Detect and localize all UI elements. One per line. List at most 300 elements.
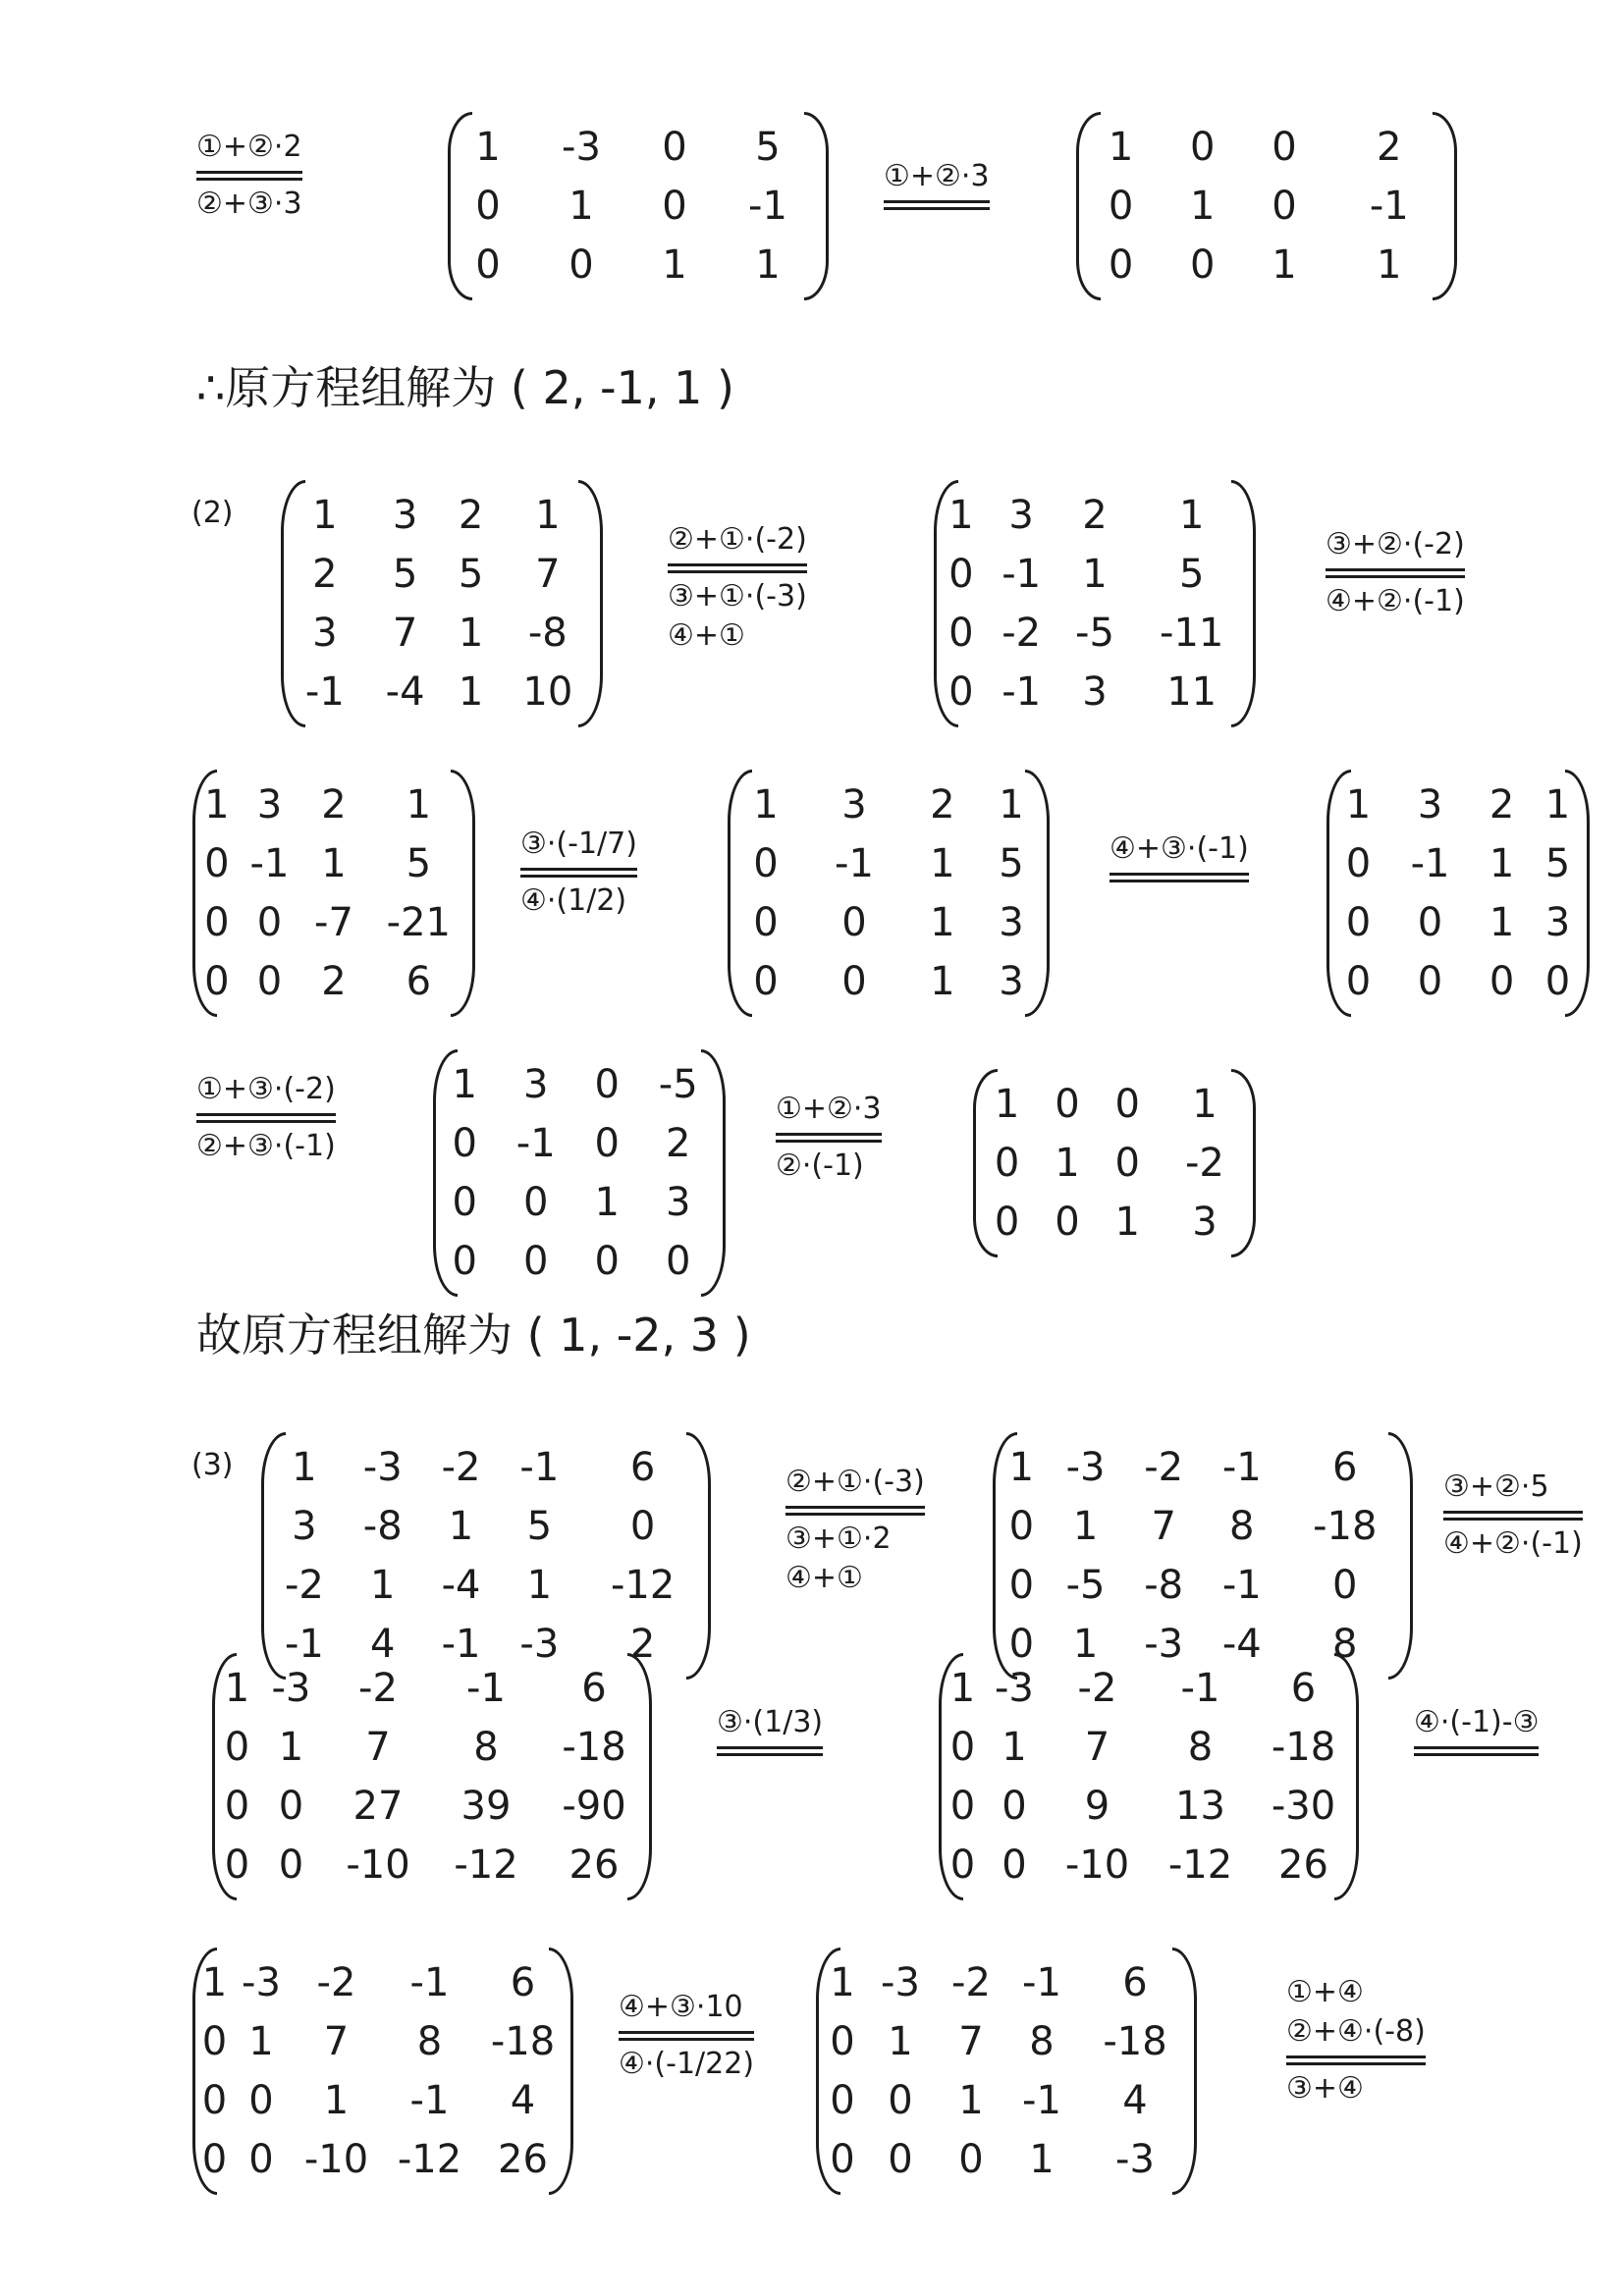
matrix-row: [1330, 775, 1586, 834]
matrix-row: [216, 1659, 648, 1718]
matrix-entry: 0: [452, 1121, 477, 1166]
matrix-entry: 1: [662, 242, 687, 288]
matrix-entry: -2: [1144, 1445, 1184, 1490]
matrix-entry: 5: [1544, 841, 1571, 886]
matrix-entry: 7: [1151, 1504, 1176, 1549]
matrix-entry: 2: [321, 959, 347, 1004]
row-op-line: ①+②·3: [776, 1092, 882, 1126]
matrix-entry: -3: [881, 1960, 920, 2005]
matrix-entry: 0: [523, 1180, 549, 1225]
matrix-entry: 1: [930, 900, 955, 945]
matrix-entry: -2: [1185, 1141, 1224, 1186]
matrix-entry: 1: [535, 493, 561, 538]
matrix-entry: 0: [948, 669, 974, 715]
matrix-entry: 1: [999, 782, 1024, 828]
equivalence-arrow: [1443, 1511, 1583, 1521]
matrix-entry: -1: [1221, 1445, 1262, 1490]
matrix-entry: 0: [1008, 1504, 1035, 1549]
matrix-entry: -4: [385, 669, 425, 715]
row-op-line: ④+②·(-1): [1326, 584, 1465, 618]
matrix-entry: 0: [949, 1842, 976, 1888]
matrix-entry: 0: [753, 841, 779, 886]
matrix-entry: 9: [1084, 1784, 1110, 1829]
matrix-entry: 6: [510, 1960, 536, 2005]
matrix-entry: 1: [930, 959, 955, 1004]
matrix-entry: 1: [1001, 1725, 1027, 1770]
matrix-entry: -10: [1064, 1842, 1130, 1888]
row-op-line: ①+④: [1286, 1975, 1364, 2009]
matrix-entry: 0: [888, 2137, 913, 2182]
matrix-entry: 1: [248, 2019, 274, 2064]
solution-1: ∴原方程组解为 ( 2, -1, 1 ): [196, 361, 734, 414]
matrix-entry: 0: [452, 1180, 477, 1225]
matrix-entry: 1: [1008, 1445, 1035, 1490]
row-op-line: ①+②·2: [196, 130, 302, 164]
matrix-entry: -3: [994, 1666, 1034, 1711]
matrix-entry: 1: [1072, 1622, 1099, 1667]
matrix-entry: 0: [201, 2078, 228, 2123]
matrix-entry: 0: [629, 1504, 656, 1549]
matrix-entry: 0: [662, 184, 687, 229]
matrix-row: [1080, 236, 1453, 294]
matrix-entry: 6: [1290, 1666, 1317, 1711]
matrix-row: [216, 1836, 648, 1895]
matrix-entry: 1: [323, 2078, 350, 2123]
row-op-line: ②+①·(-3): [785, 1465, 925, 1499]
matrix-entry: 1: [1489, 900, 1515, 945]
matrix-entry: 0: [949, 1784, 976, 1829]
matrix: [452, 118, 825, 294]
matrix: [938, 486, 1252, 721]
row-op-a1: [196, 128, 302, 224]
matrix-entry: 6: [1332, 1445, 1358, 1490]
matrix-entry: 0: [1001, 1842, 1027, 1888]
matrix-row: [731, 834, 1046, 893]
matrix-entry: 0: [475, 184, 501, 229]
matrix-entry: 27: [352, 1784, 404, 1829]
row-op-c5: [619, 1988, 754, 2084]
matrix-entry: -1: [409, 1960, 450, 2005]
row-op-line: ④+①: [785, 1561, 863, 1595]
matrix-entry: 5: [1178, 552, 1205, 597]
matrix-entry: 3: [1008, 493, 1034, 538]
matrix-entry: -1: [1001, 552, 1042, 597]
matrix-row: [977, 1193, 1252, 1252]
matrix-row: [437, 1055, 722, 1114]
matrix-entry: 0: [958, 2137, 984, 2182]
matrix-entry: 5: [458, 552, 484, 597]
matrix-entry: 0: [1114, 1082, 1140, 1127]
matrix-entry: -1: [409, 2078, 450, 2123]
row-op-c2: [1443, 1468, 1583, 1564]
matrix-entry: 6: [581, 1666, 607, 1711]
row-op-line: ③·(-1/7): [520, 827, 637, 861]
matrix-entry: -4: [441, 1563, 481, 1608]
matrix-entry: -1: [1001, 669, 1042, 715]
matrix-entry: -3: [1144, 1622, 1184, 1667]
matrix-entry: 1: [594, 1180, 620, 1225]
matrix-entry: 1: [526, 1563, 553, 1608]
matrix-entry: 5: [999, 841, 1024, 886]
matrix-entry: 3: [256, 782, 283, 828]
matrix-entry: 3: [392, 493, 418, 538]
matrix-entry: 1: [475, 125, 501, 170]
matrix-entry: -12: [1167, 1842, 1233, 1888]
matrix-entry: 0: [568, 242, 594, 288]
matrix-entry: 1: [1055, 1141, 1080, 1186]
matrix-entry: 0: [1544, 959, 1571, 1004]
matrix-entry: 0: [278, 1784, 304, 1829]
matrix-row: [265, 1497, 707, 1556]
matrix-entry: 0: [948, 611, 974, 656]
matrix-entry: 1: [1345, 782, 1372, 828]
matrix-entry: -1: [249, 841, 290, 886]
matrix: [997, 1438, 1409, 1674]
matrix-entry: 2: [666, 1121, 691, 1166]
row-op-a2: [884, 157, 990, 214]
row-op-line: ①+②·3: [884, 159, 990, 193]
matrix: [731, 775, 1046, 1011]
matrix-entry: 0: [248, 2137, 274, 2182]
row-op-b4: [1110, 829, 1249, 886]
matrix-entry: 0: [994, 1141, 1020, 1186]
matrix-row: [938, 545, 1252, 604]
matrix-entry: 2: [930, 782, 955, 828]
matrix-entry: 0: [753, 900, 779, 945]
matrix: [216, 1659, 648, 1895]
matrix-entry: 0: [753, 959, 779, 1004]
matrix-entry: 0: [1001, 1784, 1027, 1829]
matrix-row: [216, 1777, 648, 1836]
matrix-entry: -2: [441, 1445, 481, 1490]
matrix-row: [437, 1232, 722, 1291]
matrix-row: [437, 1114, 722, 1173]
row-op-line: ②+①·(-2): [668, 522, 807, 557]
row-op-b6: [776, 1090, 882, 1186]
matrix-entry: 2: [1377, 125, 1402, 170]
matrix-entry: 0: [594, 1121, 620, 1166]
matrix-entry: 0: [1108, 242, 1134, 288]
matrix-entry: -8: [1144, 1563, 1184, 1608]
matrix-entry: 1: [1082, 552, 1108, 597]
problem-label-3: (3): [191, 1448, 234, 1482]
matrix-entry: 2: [458, 493, 484, 538]
matrix-entry: 0: [1008, 1622, 1035, 1667]
matrix-entry: -21: [386, 900, 452, 945]
row-op-line: ③·(1/3): [717, 1705, 824, 1739]
matrix-row: [452, 118, 825, 177]
matrix-entry: 39: [460, 1784, 512, 1829]
row-op-line: ②+③·(-1): [196, 1129, 336, 1163]
matrix-entry: 1: [452, 1062, 477, 1107]
matrix-entry: -12: [397, 2137, 462, 2182]
matrix-entry: 0: [1345, 959, 1372, 1004]
matrix-entry: 26: [1278, 1842, 1328, 1888]
row-op-line: ③+①·(-3): [668, 579, 807, 614]
matrix: [1330, 775, 1586, 1011]
matrix-row: [820, 2012, 1193, 2071]
row-op-line: ③+①·2: [785, 1522, 892, 1556]
matrix-row: [196, 2130, 569, 2189]
matrix-entry: -5: [1065, 1563, 1106, 1608]
matrix-entry: -5: [658, 1062, 698, 1107]
matrix-entry: -11: [1160, 611, 1224, 656]
matrix-row: [196, 2071, 569, 2130]
equivalence-arrow: [1110, 873, 1249, 882]
matrix-row: [452, 236, 825, 294]
matrix-entry: 0: [841, 959, 867, 1004]
matrix-entry: -3: [362, 1445, 403, 1490]
matrix-entry: 1: [292, 1445, 317, 1490]
matrix-entry: 0: [830, 2137, 855, 2182]
matrix-row: [820, 2071, 1193, 2130]
matrix-row: [938, 663, 1252, 721]
matrix-entry: 0: [204, 900, 230, 945]
matrix-entry: -1: [441, 1622, 481, 1667]
matrix-entry: 0: [1272, 184, 1297, 229]
row-op-line: ④+③·10: [619, 1990, 743, 2024]
matrix-entry: 0: [1190, 242, 1216, 288]
matrix-entry: 0: [201, 2137, 228, 2182]
matrix-entry: -3: [1065, 1445, 1106, 1490]
row-op-c1: [785, 1463, 925, 1598]
matrix-entry: 8: [1332, 1622, 1358, 1667]
row-op-line: ④+②·(-1): [1443, 1526, 1583, 1561]
matrix-entry: 5: [406, 841, 432, 886]
matrix-entry: -18: [1271, 1725, 1336, 1770]
matrix-entry: 1: [1029, 2137, 1055, 2182]
matrix-entry: 1: [948, 493, 974, 538]
matrix-entry: 8: [473, 1725, 499, 1770]
matrix-entry: 1: [1544, 782, 1571, 828]
matrix-entry: 0: [204, 959, 230, 1004]
row-op-line: ④+③·(-1): [1110, 831, 1249, 866]
matrix: [1080, 118, 1453, 294]
matrix-row: [943, 1836, 1355, 1895]
matrix-entry: 3: [1544, 900, 1571, 945]
matrix-entry: -3: [242, 1960, 281, 2005]
matrix-entry: 0: [1114, 1141, 1140, 1186]
matrix-row: [216, 1718, 648, 1777]
matrix-entry: 3: [523, 1062, 549, 1107]
matrix-entry: 7: [535, 552, 561, 597]
matrix-entry: 1: [406, 782, 432, 828]
matrix-entry: 0: [949, 1725, 976, 1770]
matrix-row: [1080, 118, 1453, 177]
matrix-row: [1330, 952, 1586, 1011]
matrix-row: [1330, 834, 1586, 893]
matrix-entry: 0: [201, 2019, 228, 2064]
matrix-row: [285, 663, 599, 721]
matrix-entry: 0: [662, 125, 687, 170]
matrix-entry: -18: [1313, 1504, 1378, 1549]
matrix-entry: -1: [1022, 1960, 1061, 2005]
matrix-row: [820, 1953, 1193, 2012]
matrix-entry: 4: [510, 2078, 536, 2123]
matrix-entry: 0: [256, 959, 283, 1004]
matrix-entry: 0: [994, 1200, 1020, 1245]
matrix-entry: -1: [304, 669, 345, 715]
matrix-entry: 8: [1029, 2019, 1055, 2064]
matrix-entry: 1: [930, 841, 955, 886]
matrix-entry: 1: [369, 1563, 396, 1608]
row-op-line: ④·(-1/22): [619, 2047, 755, 2081]
matrix-entry: 0: [248, 2078, 274, 2123]
matrix-entry: 1: [448, 1504, 474, 1549]
matrix-row: [437, 1173, 722, 1232]
matrix-entry: -1: [1410, 841, 1450, 886]
matrix-entry: 0: [523, 1239, 549, 1284]
matrix-entry: 11: [1166, 669, 1218, 715]
matrix-entry: 0: [204, 841, 230, 886]
equivalence-arrow: [785, 1506, 925, 1516]
equivalence-arrow: [717, 1746, 823, 1756]
matrix-entry: 10: [522, 669, 573, 715]
matrix-row: [265, 1438, 707, 1497]
matrix: [437, 1055, 722, 1291]
matrix-entry: 0: [1008, 1563, 1035, 1608]
equivalence-arrow: [196, 1113, 336, 1123]
row-op-line: ④+①: [668, 618, 745, 653]
matrix-entry: 1: [458, 611, 484, 656]
matrix-entry: 1: [1108, 125, 1134, 170]
equivalence-arrow: [1414, 1746, 1539, 1756]
row-op-b1: [668, 520, 807, 656]
matrix-entry: 0: [1345, 841, 1372, 886]
matrix-row: [196, 1953, 569, 2012]
matrix-row: [285, 545, 599, 604]
matrix-entry: -1: [515, 1121, 556, 1166]
matrix: [285, 486, 599, 721]
matrix-entry: 0: [594, 1239, 620, 1284]
matrix-entry: 0: [1108, 184, 1134, 229]
matrix-entry: 1: [1272, 242, 1297, 288]
row-op-b3: [520, 825, 637, 921]
matrix-entry: -1: [748, 184, 787, 229]
row-op-line: ③+④: [1286, 2071, 1364, 2106]
matrix-entry: 3: [841, 782, 867, 828]
matrix-entry: -5: [1075, 611, 1114, 656]
matrix-entry: 3: [1082, 669, 1108, 715]
matrix-entry: -1: [466, 1666, 506, 1711]
matrix-entry: -2: [284, 1563, 324, 1608]
matrix-entry: -2: [358, 1666, 398, 1711]
matrix-row: [731, 893, 1046, 952]
matrix-entry: 0: [224, 1784, 250, 1829]
matrix-entry: 1: [1178, 493, 1205, 538]
matrix-row: [997, 1556, 1409, 1615]
matrix-entry: 7: [958, 2019, 984, 2064]
matrix-entry: 0: [1417, 959, 1443, 1004]
matrix-entry: 0: [1489, 959, 1515, 1004]
matrix-entry: 1: [753, 782, 779, 828]
matrix-entry: -3: [1115, 2137, 1155, 2182]
matrix-entry: -8: [362, 1504, 403, 1549]
matrix-entry: -2: [1001, 611, 1042, 656]
matrix-row: [196, 2012, 569, 2071]
matrix-entry: 13: [1175, 1784, 1225, 1829]
matrix-entry: 2: [1489, 782, 1515, 828]
matrix-entry: 5: [755, 125, 781, 170]
matrix-entry: -2: [316, 1960, 356, 2005]
matrix-entry: 8: [1187, 1725, 1214, 1770]
solution-2: 故原方程组解为 ( 1, -2, 3 ): [196, 1308, 751, 1362]
matrix-entry: 6: [629, 1445, 656, 1490]
matrix-entry: -8: [527, 611, 568, 656]
matrix-entry: -1: [1369, 184, 1409, 229]
matrix-entry: 26: [498, 2137, 548, 2182]
row-op-line: ③+②·5: [1443, 1469, 1549, 1504]
matrix-entry: 5: [392, 552, 418, 597]
matrix-entry: -1: [1221, 1563, 1262, 1608]
matrix-entry: 8: [1229, 1504, 1255, 1549]
matrix-row: [938, 486, 1252, 545]
matrix-entry: 1: [321, 841, 347, 886]
matrix-row: [196, 775, 471, 834]
matrix: [977, 1075, 1252, 1252]
matrix-entry: 1: [1114, 1200, 1140, 1245]
matrix-entry: 1: [458, 669, 484, 715]
matrix-entry: -1: [1022, 2078, 1061, 2123]
equivalence-arrow: [196, 171, 302, 181]
matrix-entry: 0: [830, 2078, 855, 2123]
matrix: [820, 1953, 1193, 2189]
matrix-entry: 0: [452, 1239, 477, 1284]
matrix-entry: 0: [1055, 1200, 1080, 1245]
matrix-entry: 3: [1192, 1200, 1218, 1245]
matrix-row: [731, 775, 1046, 834]
matrix-row: [977, 1075, 1252, 1134]
matrix-entry: 7: [323, 2019, 350, 2064]
matrix-entry: 0: [278, 1842, 304, 1888]
matrix-entry: 1: [278, 1725, 304, 1770]
matrix-row: [997, 1497, 1409, 1556]
matrix-entry: -1: [519, 1445, 560, 1490]
matrix-entry: -12: [454, 1842, 518, 1888]
row-op-b2: [1326, 525, 1465, 621]
matrix-entry: 1: [1190, 184, 1216, 229]
matrix-entry: -7: [314, 900, 353, 945]
matrix-entry: -1: [284, 1622, 324, 1667]
matrix-entry: 0: [948, 552, 974, 597]
matrix-entry: 1: [755, 242, 781, 288]
matrix-entry: 0: [1332, 1563, 1358, 1608]
matrix-entry: 2: [312, 552, 338, 597]
matrix-entry: 1: [1489, 841, 1515, 886]
matrix-entry: 1: [949, 1666, 976, 1711]
matrix-entry: 0: [841, 900, 867, 945]
matrix-entry: 5: [526, 1504, 553, 1549]
matrix-entry: 6: [406, 959, 432, 1004]
row-op-b5: [196, 1070, 336, 1166]
matrix-entry: -3: [562, 125, 601, 170]
matrix-entry: 2: [1082, 493, 1108, 538]
matrix-entry: 3: [666, 1180, 691, 1225]
matrix-entry: 1: [1377, 242, 1402, 288]
row-op-c6: [1286, 1973, 1426, 2109]
matrix-row: [452, 177, 825, 236]
matrix: [943, 1659, 1355, 1895]
matrix-row: [943, 1718, 1355, 1777]
matrix-entry: 0: [1055, 1082, 1080, 1127]
matrix-row: [943, 1659, 1355, 1718]
row-op-line: ②+④·(-8): [1286, 2014, 1426, 2049]
row-op-line: ④·(1/2): [520, 883, 627, 918]
matrix-entry: 1: [1192, 1082, 1218, 1127]
matrix-entry: 2: [321, 782, 347, 828]
equivalence-arrow: [668, 563, 807, 573]
matrix-entry: 0: [594, 1062, 620, 1107]
